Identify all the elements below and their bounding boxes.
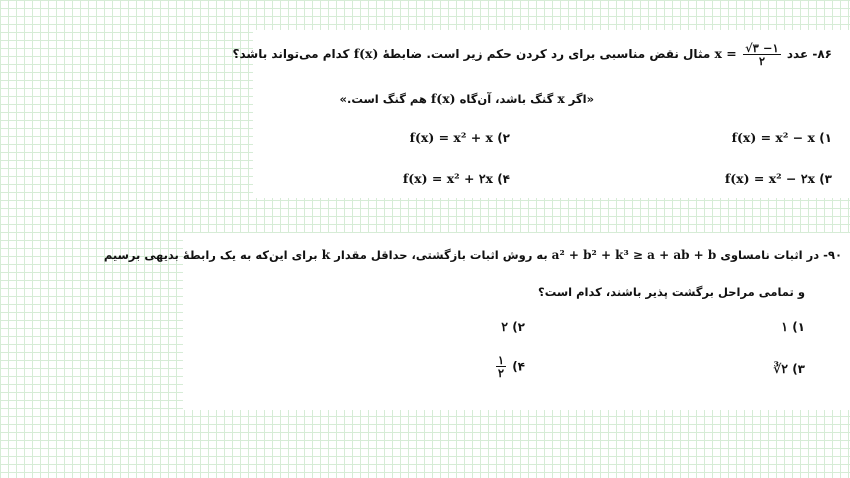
statement-open: «اگر xyxy=(568,92,594,106)
fx-symbol: f(x) xyxy=(430,91,456,106)
question-86-stem xyxy=(233,42,833,67)
option-number: ۳) xyxy=(819,172,832,186)
option-expression: f(x) = x² + x xyxy=(409,130,493,145)
fx-symbol: f(x) xyxy=(353,46,379,62)
option-expression: f(x) = x² − x xyxy=(731,130,815,145)
question-86-card xyxy=(232,30,850,198)
option-expression: f(x) = x² − ۲x xyxy=(724,171,815,186)
stem-text: به روش اثبات بازگشتی، حداقل مقدار xyxy=(334,248,548,262)
question-number: ۹۰- xyxy=(823,248,842,262)
x-variable: x xyxy=(714,46,722,62)
option-value: ۲ xyxy=(501,319,508,334)
option-number: ۴) xyxy=(512,359,525,374)
x-equals-fraction xyxy=(714,42,782,67)
fraction-numerator: ۱ xyxy=(497,353,504,367)
option-1[interactable] xyxy=(732,130,832,145)
fraction-denominator: ۲ xyxy=(497,366,504,381)
fraction xyxy=(743,42,781,67)
k-variable: k xyxy=(321,247,331,262)
option-expression: f(x) = x² + ۲x xyxy=(402,171,493,186)
option-number: ۲) xyxy=(512,320,525,334)
option-2[interactable] xyxy=(410,130,510,145)
option-value: ∛۲ xyxy=(773,361,788,376)
option-value: ۱ xyxy=(781,319,788,334)
inequality: a² + b² + k³ ≥ a + ab + b xyxy=(551,248,717,262)
option-number: ۱) xyxy=(792,320,805,334)
stem-question: کدام می‌تواند باشد؟ xyxy=(232,47,350,62)
question-90-card xyxy=(103,233,850,410)
equals-sign: = xyxy=(726,46,737,62)
option-4[interactable] xyxy=(403,171,510,186)
x-variable: x xyxy=(557,91,565,106)
fraction xyxy=(496,354,506,379)
stem-text: برای این‌که به یک رابطهٔ بدیهی برسیم xyxy=(103,248,318,262)
option-3[interactable] xyxy=(773,361,805,376)
stem-question: و تمامی مراحل برگشت پذیر باشند، کدام است؟ xyxy=(538,285,805,299)
statement-close: هم گنگ است.» xyxy=(339,92,427,106)
option-number: ۲) xyxy=(497,131,510,145)
option-number: ۳) xyxy=(792,362,805,376)
statement xyxy=(340,91,594,106)
option-1[interactable] xyxy=(781,319,805,334)
option-4[interactable] xyxy=(494,354,525,379)
option-2[interactable] xyxy=(501,319,525,334)
stem-text: مثال نقض مناسبی برای رد کردن حکم زیر است. ضابطهٔ xyxy=(382,47,711,62)
fraction-numerator: √۳ −۱ xyxy=(745,41,779,55)
option-number: ۱) xyxy=(819,131,832,145)
question-90-stem xyxy=(104,247,842,262)
fraction-denominator: ۲ xyxy=(758,54,765,69)
option-number: ۴) xyxy=(497,172,510,186)
stem-word: عدد xyxy=(786,47,809,62)
question-number: ۸۶- xyxy=(812,47,832,62)
statement-middle: گنگ باشد، آن‌گاه xyxy=(459,92,554,106)
stem-text: در اثبات نامساوی xyxy=(720,248,820,262)
option-3[interactable] xyxy=(725,171,832,186)
question-90-stem-line2 xyxy=(538,285,805,299)
